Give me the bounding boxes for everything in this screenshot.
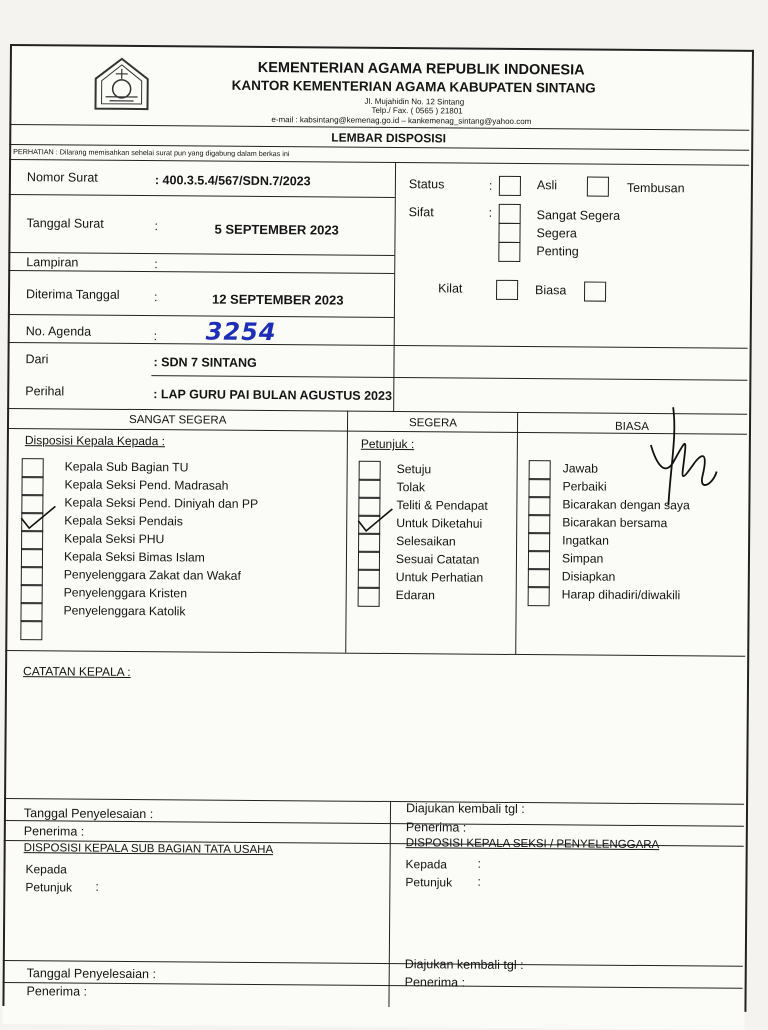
sangat-segera-label: Sangat Segera [536,208,621,223]
disposisi-item-label: Kepala Seksi PHU [64,531,165,547]
biasa-item-label: Perbaiki [562,479,607,494]
tanggal-label: Tanggal Surat [26,216,104,231]
penerima-label: Penerima : [23,824,85,839]
disposisi-item-label: Penyelenggara Kristen [63,585,188,601]
kilat-label: Kilat [438,281,463,296]
perihal-label: Perihal [25,384,65,399]
tanggal-penyelesaian-label: Tanggal Penyelesaian : [23,806,154,822]
diterima-label: Diterima Tanggal [25,287,120,302]
segera-checkbox[interactable] [498,223,520,243]
kilat-checkbox[interactable] [496,280,518,300]
header-sangat-segera: SANGAT SEGERA [129,413,227,427]
biasa-item-label: Jawab [562,461,598,476]
petunjuk-label: Petunjuk [25,880,73,895]
disposisi-seksi-title: DISPOSISI KEPALA SEKSI / PENYELENGGARA [405,837,660,852]
kemenag-emblem-icon [91,57,151,117]
warning-text: PERHATIAN : Dilarang memisahkan sehelai surat pun yang digabung dalam berkas ini [13,147,290,159]
sifat-label: Sifat [408,205,434,220]
biasa-label: Biasa [535,283,567,298]
penerima-label: Penerima : [404,975,466,990]
kepada-label: Kepada [405,857,447,872]
tanggal-penyelesaian-label: Tanggal Penyelesaian : [26,966,157,982]
disposisi-item-label: Kepala Seksi Bimas Islam [63,549,205,565]
petunjuk-item-label: Untuk Perhatian [395,570,484,585]
document-title: LEMBAR DISPOSISI [331,130,447,146]
office-phone: Telp./ Fax. ( 0565 ) 21801 [371,105,463,116]
disposisi-subbag-title: DISPOSISI KEPALA SUB BAGIAN TATA USAHA [23,842,274,857]
petunjuk-label: Petunjuk [405,875,453,890]
disposisi-item-label: Kepala Seksi Pend. Diniyah dan PP [64,495,259,511]
petunjuk-item-label: Selesaikan [396,534,456,549]
petunjuk-item-label: Edaran [395,588,436,603]
sangat-segera-checkbox[interactable] [499,204,521,224]
colon: : [477,874,481,889]
ministry-name: KEMENTERIAN AGAMA REPUBLIK INDONESIA [257,59,585,79]
colon: : [154,257,158,272]
disposisi-checkbox[interactable] [20,620,42,640]
colon: : [154,219,159,234]
penerima-label: Penerima : [405,820,467,835]
biasa-checkbox[interactable] [584,282,606,302]
biasa-item-label: Disiapkan [561,569,616,584]
petunjuk-item-label: Untuk Diketahui [396,516,483,531]
asli-checkbox[interactable] [499,176,521,196]
tanggal-value: 5 SEPTEMBER 2023 [214,221,339,238]
catatan-title: CATATAN KEPALA : [23,664,131,679]
petunjuk-title: Petunjuk : [360,436,415,452]
asli-label: Asli [536,178,558,193]
colon: : [488,205,493,220]
disposisi-item-label: Penyelenggara Katolik [63,603,186,619]
dari-value: : SDN 7 SINTANG [153,355,257,370]
office-name: KANTOR KEMENTERIAN AGAMA KABUPATEN SINTANG [231,77,596,96]
disposisi-item-label: Kepala Sub Bagian TU [64,459,189,475]
biasa-item-label: Simpan [561,551,604,566]
colon: : [477,856,482,871]
kepada-label: Kepada [25,862,67,877]
penting-label: Penting [536,244,579,259]
diajukan-label: Diajukan kembali tgl : [405,801,525,817]
colon: : [95,879,99,894]
biasa-item-label: Harap dihadiri/diwakili [561,587,681,603]
nomor-value: : 400.3.5.4/567/SDN.7/2023 [154,173,311,189]
diajukan-label: Diajukan kembali tgl : [404,957,524,973]
petunjuk-item-label: Sesuai Catatan [395,552,480,567]
colon: : [153,329,158,344]
biasa-item-label: Bicarakan dengan saya [562,497,690,513]
header-biasa: BIASA [614,420,649,434]
colon: : [488,178,493,193]
status-label: Status [408,177,445,192]
signature-scribble [642,405,723,516]
disposisi-item-label: Kepala Seksi Pendais [64,513,183,529]
disposition-sheet [2,44,752,1030]
disposisi-item-label: Penyelenggara Zakat dan Wakaf [63,567,241,583]
lampiran-label: Lampiran [26,255,79,270]
biasa-item-label: Bicarakan bersama [562,515,668,531]
petunjuk-item-label: Teliti & Pendapat [396,498,488,513]
penting-checkbox[interactable] [498,242,520,262]
header-segera: SEGERA [408,417,458,430]
segera-label: Segera [536,226,577,241]
office-email: e-mail : kabsintang@kemenag.go.id – kankemenag_sintang@yahoo.com [271,115,532,127]
tembusan-label: Tembusan [626,180,685,196]
disposisi-item-label: Kepala Seksi Pend. Madrasah [64,477,229,493]
colon: : [153,290,158,305]
perihal-value: : LAP GURU PAI BULAN AGUSTUS 2023 [153,387,393,404]
diterima-value: 12 SEPTEMBER 2023 [211,291,344,308]
agenda-number-handwritten: 3254 [205,317,277,347]
petunjuk-checkbox[interactable] [358,587,380,607]
petunjuk-item-label: Setuju [396,462,432,477]
biasa-checkbox[interactable] [528,586,550,606]
agenda-label: No. Agenda [25,324,92,339]
tembusan-checkbox[interactable] [587,177,609,197]
disposisi-title: Disposisi Kepala Kepada : [24,433,166,449]
dari-label: Dari [25,352,49,367]
penerima-label: Penerima : [26,984,88,999]
nomor-label: Nomor Surat [26,170,98,185]
biasa-item-label: Ingatkan [562,533,609,548]
petunjuk-item-label: Tolak [396,480,426,495]
office-address: Jl. Mujahidin No. 12 Sintang [364,96,465,107]
